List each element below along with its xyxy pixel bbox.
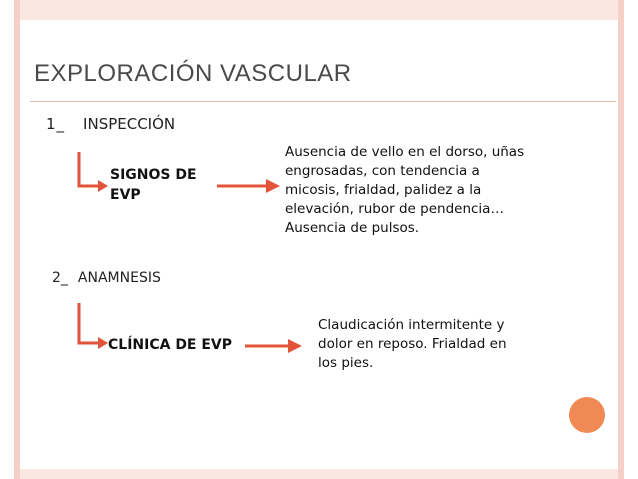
section2-title: ANAMNESIS bbox=[77, 270, 161, 286]
desc1-line: elevación, rubor de pendencia… bbox=[285, 201, 504, 217]
bent-arrow-icon bbox=[79, 303, 108, 349]
signos-label-line2: EVP bbox=[110, 187, 141, 203]
desc1-line: Ausencia de pulsos. bbox=[285, 220, 420, 236]
desc2-line: los pies. bbox=[318, 355, 374, 371]
decorative-circle bbox=[569, 397, 605, 433]
right-arrow-icon bbox=[245, 339, 302, 353]
section1-number: 1_ bbox=[46, 115, 66, 133]
section2-number: 2_ bbox=[52, 270, 68, 286]
slide-title: EXPLORACIÓN VASCULAR bbox=[34, 60, 352, 87]
desc2-line: dolor en reposo. Frialdad en bbox=[318, 336, 507, 352]
desc1-line: micosis, frialdad, palidez a la bbox=[285, 182, 482, 198]
desc2-line: Claudicación intermitente y bbox=[318, 317, 505, 333]
section1-title: INSPECCIÓN bbox=[83, 115, 176, 133]
signos-label-line1: SIGNOS DE bbox=[110, 167, 197, 183]
bent-arrow-icon bbox=[79, 152, 108, 192]
desc1-line: Ausencia de vello en el dorso, uñas bbox=[285, 144, 525, 160]
clinica-label: CLÍNICA DE EVP bbox=[108, 337, 233, 353]
desc1-line: engrosadas, con tendencia a bbox=[285, 163, 480, 179]
right-arrow-icon bbox=[217, 179, 280, 193]
